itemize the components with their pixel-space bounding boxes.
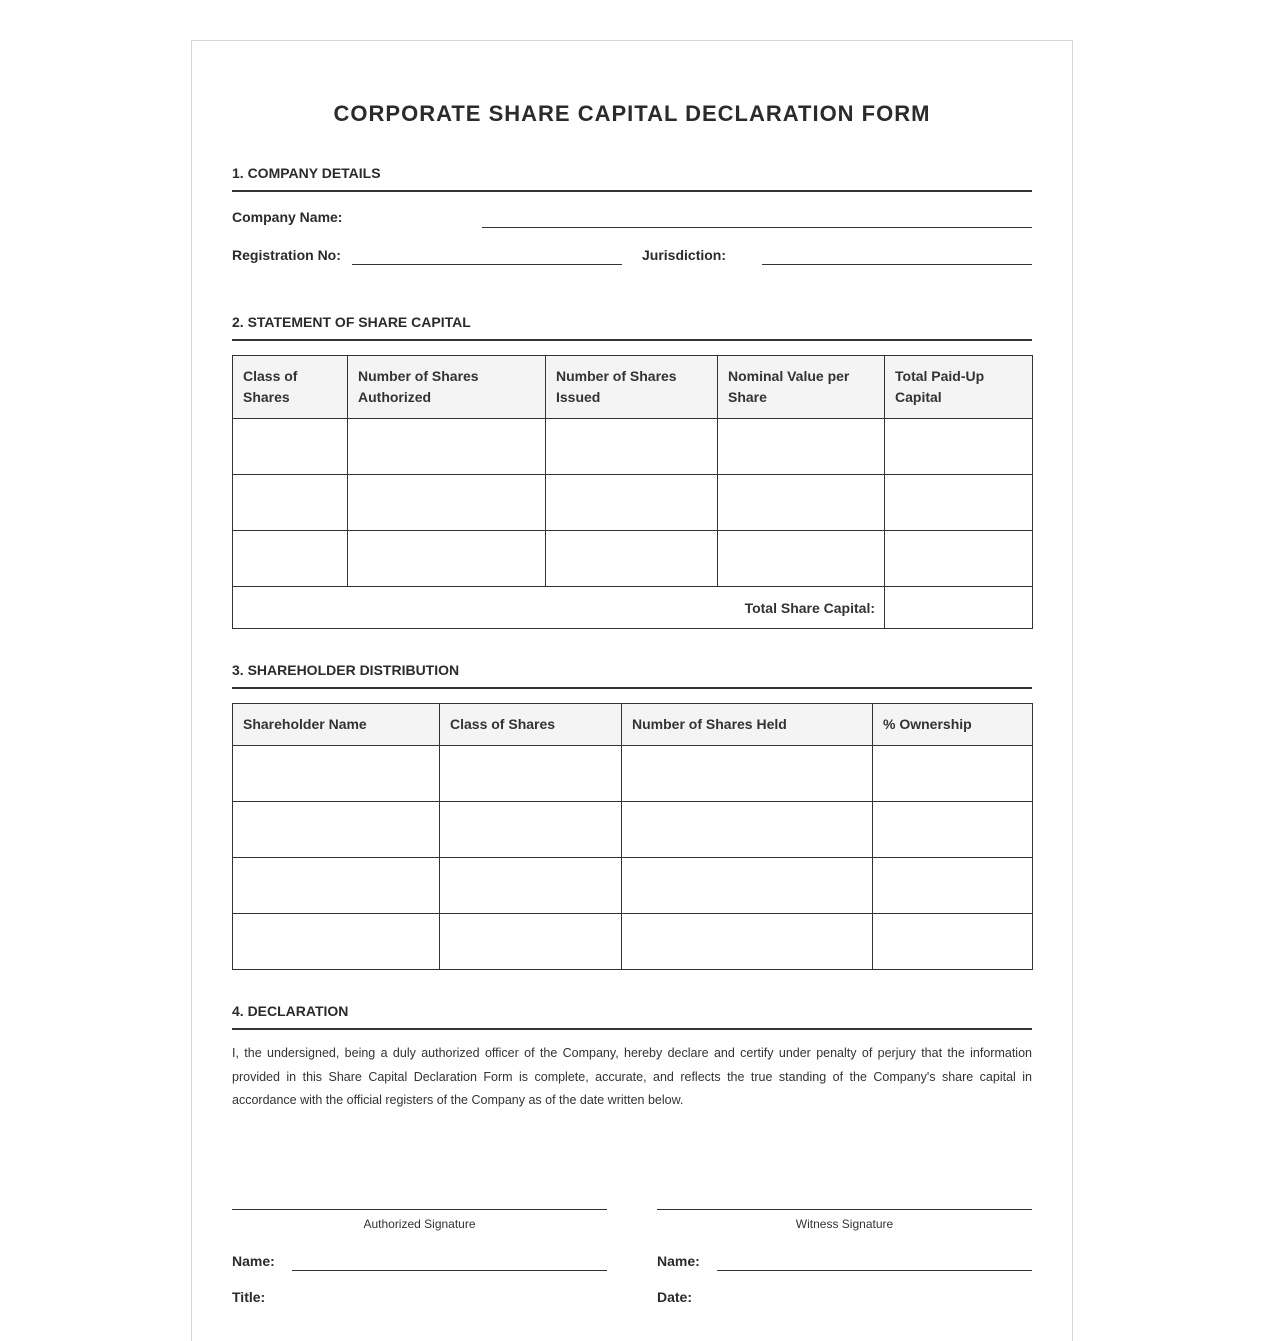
column-header: % Ownership [873,704,1033,746]
table-cell[interactable] [885,419,1033,475]
column-header: Nominal Value per Share [718,356,885,419]
column-header: Number of Shares Issued [546,356,718,419]
declaration-heading: 4. DECLARATION [232,1003,1032,1030]
authorized-name-field[interactable] [292,1270,607,1271]
table-cell[interactable] [233,746,440,802]
table-cell[interactable] [873,746,1033,802]
table-cell[interactable] [440,746,622,802]
table-cell[interactable] [622,802,873,858]
total-row [233,587,1033,629]
share-capital-table [232,355,1033,629]
shareholder-header-row [233,704,1033,746]
table-row [233,475,1033,531]
table-cell[interactable] [440,914,622,970]
form-page [191,40,1073,1341]
table-cell[interactable] [233,802,440,858]
table-cell[interactable] [873,802,1033,858]
company-details-heading: 1. COMPANY DETAILS [232,165,1032,192]
table-cell[interactable] [718,531,885,587]
registration-no-label: Registration No: [232,247,341,263]
witness-name-field[interactable] [717,1270,1032,1271]
authorized-name-label: Name: [232,1253,275,1269]
registration-no-field[interactable] [352,264,622,265]
table-cell[interactable] [348,419,546,475]
jurisdiction-field[interactable] [762,264,1032,265]
table-cell[interactable] [546,531,718,587]
table-cell[interactable] [885,475,1033,531]
table-cell[interactable] [622,914,873,970]
share-capital-header-row [233,356,1033,419]
authorized-signature-caption: Authorized Signature [363,1217,476,1231]
table-cell[interactable] [440,802,622,858]
witness-signature-line[interactable] [657,1209,1032,1210]
table-cell[interactable] [718,475,885,531]
jurisdiction-label: Jurisdiction: [642,247,727,263]
company-name-label: Company Name: [232,209,343,225]
column-header: Class of Shares [440,704,622,746]
column-header: Class of Shares [233,356,348,419]
witness-name-label: Name: [657,1253,700,1269]
table-cell[interactable] [546,475,718,531]
table-row [233,802,1033,858]
total-share-capital-label: Total Share Capital: [233,587,885,629]
table-cell[interactable] [546,419,718,475]
shareholder-table [232,703,1033,970]
table-cell[interactable] [718,419,885,475]
table-cell[interactable] [873,914,1033,970]
company-name-field[interactable] [482,227,1032,228]
share-capital-heading: 2. STATEMENT OF SHARE CAPITAL [232,314,1032,341]
table-cell[interactable] [348,475,546,531]
table-cell[interactable] [885,531,1033,587]
shareholder-distribution-heading: 3. SHAREHOLDER DISTRIBUTION [232,662,1032,689]
table-cell[interactable] [233,858,440,914]
table-cell[interactable] [622,746,873,802]
column-header: Shareholder Name [233,704,440,746]
witness-date-label: Date: [657,1289,693,1305]
table-cell[interactable] [622,858,873,914]
column-header: Total Paid-Up Capital [885,356,1033,419]
form-title: CORPORATE SHARE CAPITAL DECLARATION FORM [333,101,931,126]
table-cell[interactable] [348,531,546,587]
table-cell[interactable] [233,914,440,970]
total-share-capital-value[interactable] [885,587,1033,629]
table-cell[interactable] [440,858,622,914]
authorized-title-label: Title: [232,1289,266,1305]
table-row [233,858,1033,914]
table-cell[interactable] [233,475,348,531]
column-header: Number of Shares Held [622,704,873,746]
declaration-text: I, the undersigned, being a duly authorized officer of the Company, hereby declare and certify under penalty of perjury that the information provided in this Share Capital Declaration Form is complete, accurate, and reflects the true standing of the Company's share capital in accordance with the official registers of the Company as of the date written below. [232,1046,1032,1107]
table-cell[interactable] [233,531,348,587]
authorized-signature-line[interactable] [232,1209,607,1210]
table-row [233,419,1033,475]
table-row [233,914,1033,970]
table-row [233,746,1033,802]
table-cell[interactable] [233,419,348,475]
table-row [233,531,1033,587]
table-cell[interactable] [873,858,1033,914]
witness-signature-caption: Witness Signature [795,1217,894,1231]
column-header: Number of Shares Authorized [348,356,546,419]
